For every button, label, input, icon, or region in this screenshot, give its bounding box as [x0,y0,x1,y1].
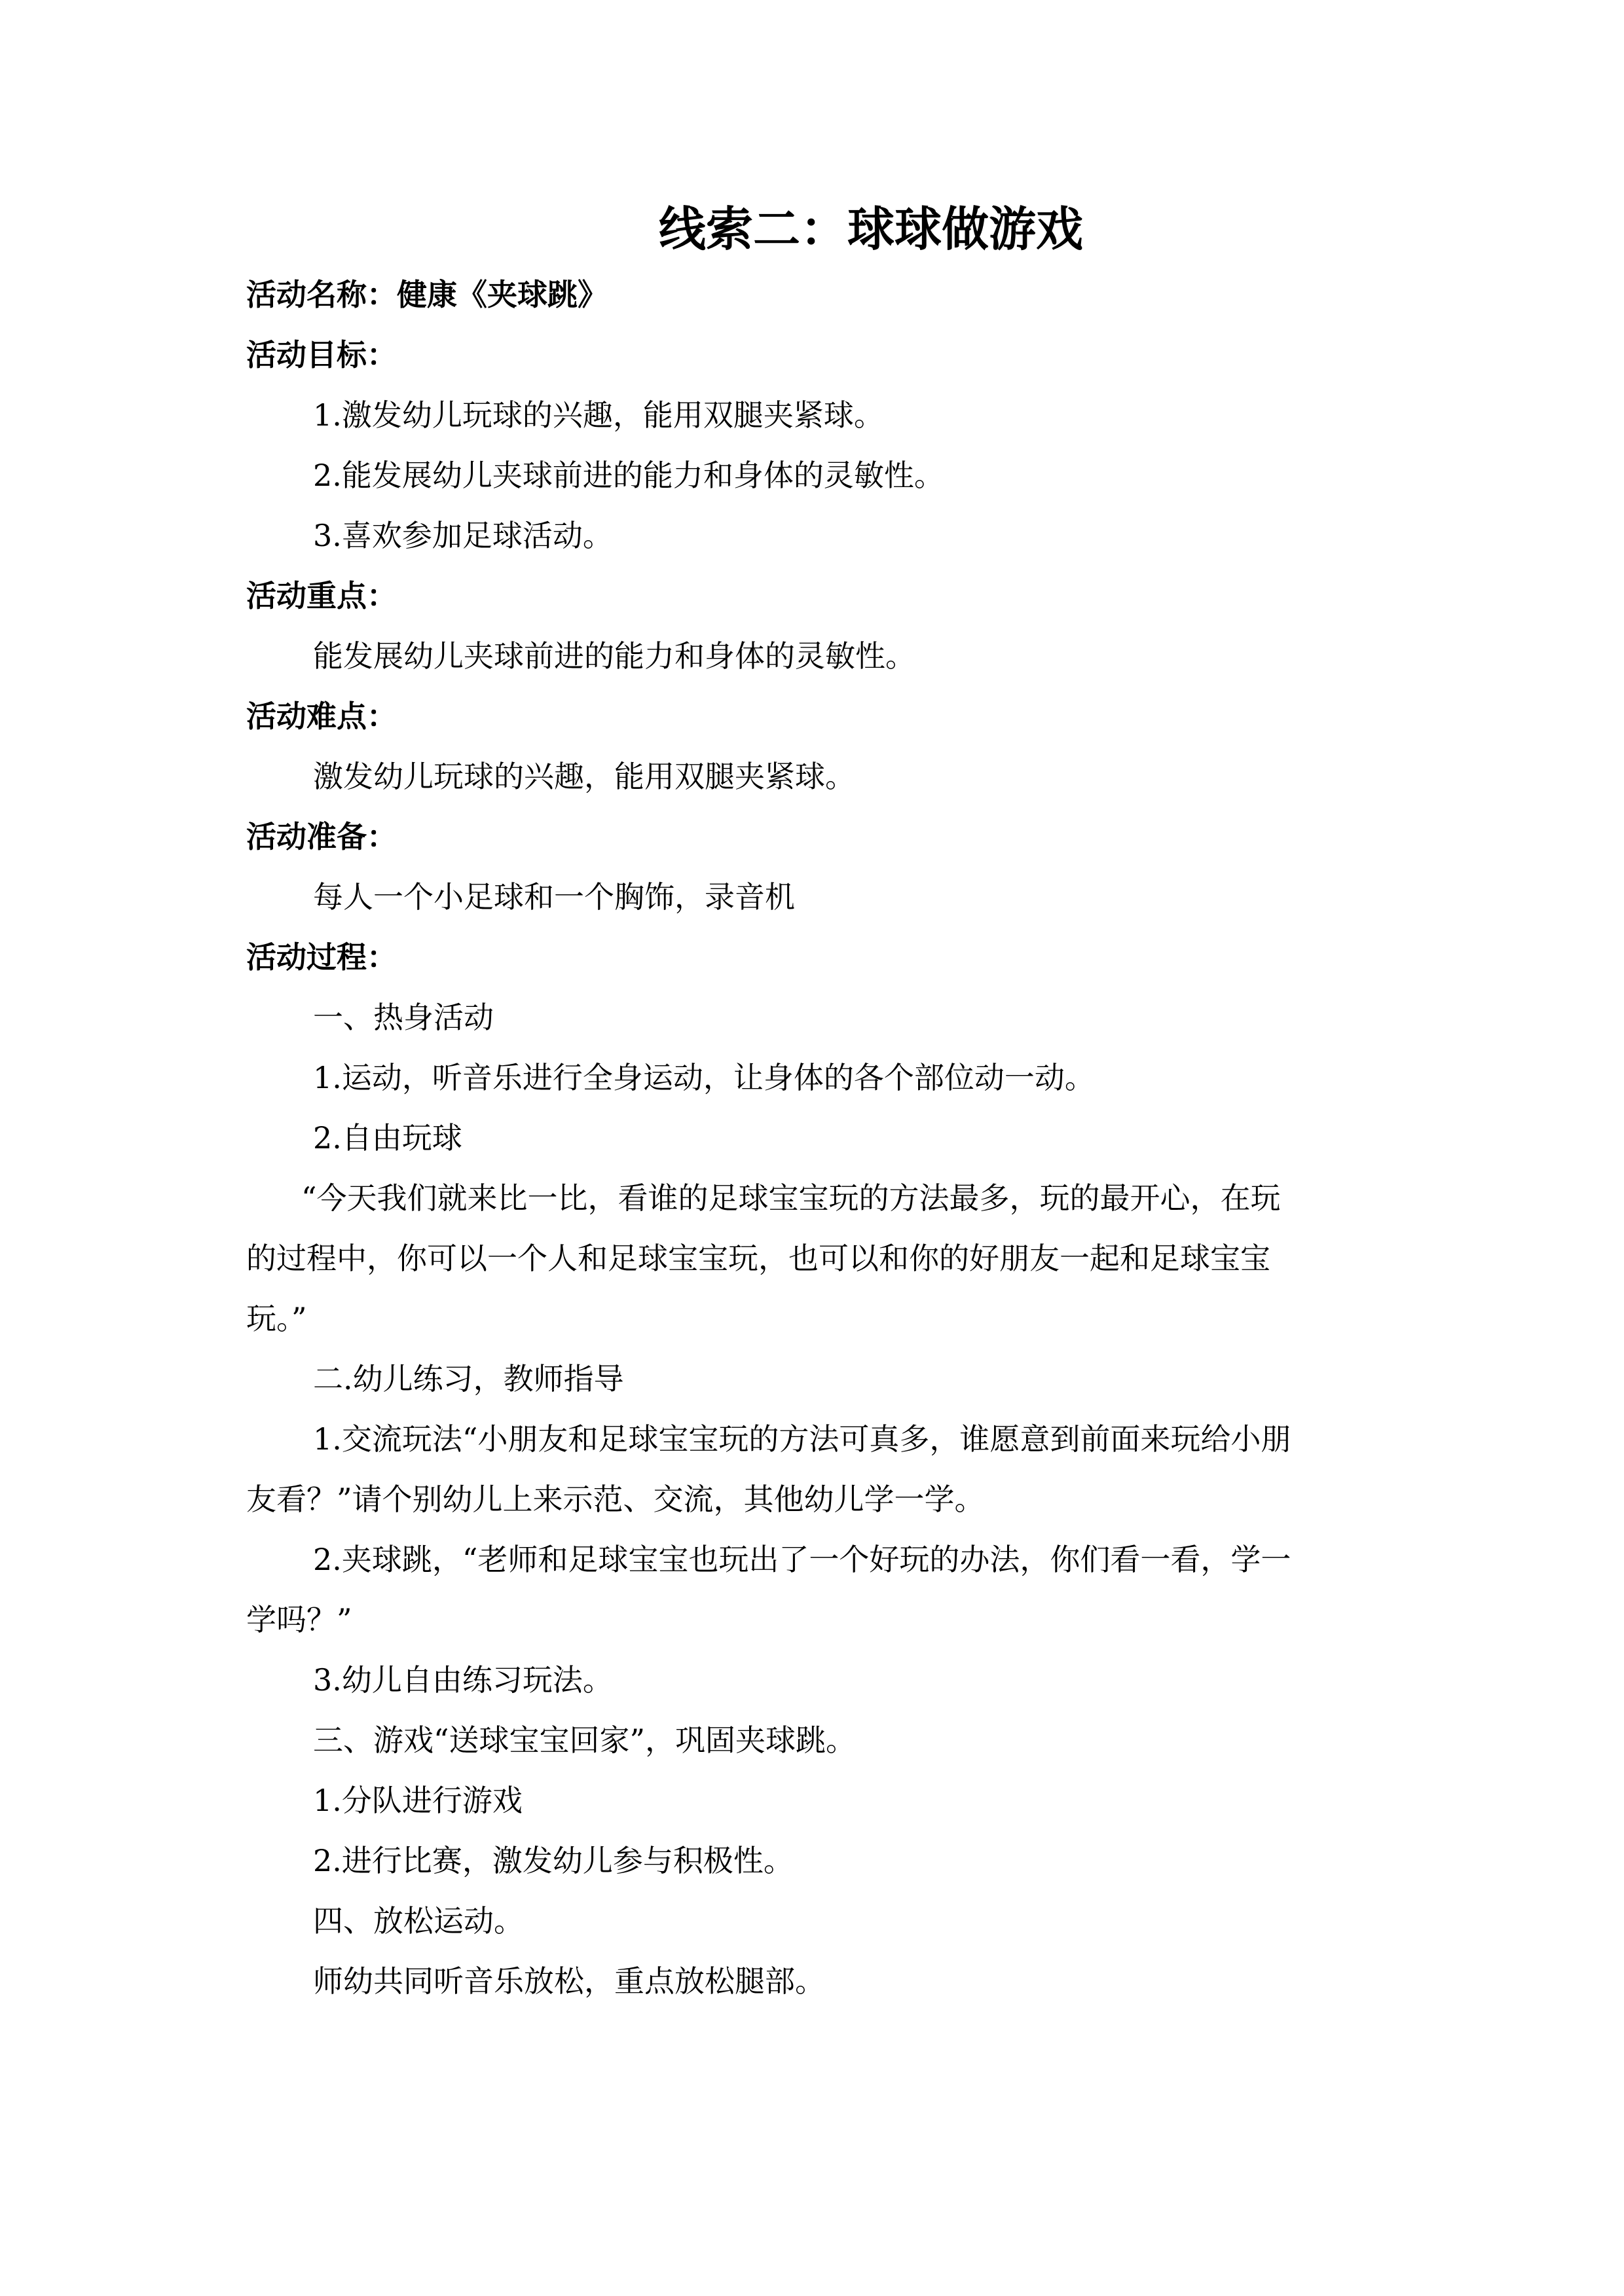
process-line-15: 2.进行比赛，激发幼儿参与积极性。 [313,1843,794,1878]
process-line-10: 2.夹球跳，“老师和足球宝宝也玩出了一个好玩的办法，你们看一看，学一 [313,1542,1291,1577]
process-line-17: 师幼共同听音乐放松，重点放松腿部。 [313,1963,825,1999]
process-line-4: “今天我们就来比一比，看谁的足球宝宝玩的方法最多，玩的最开心，在玩 [301,1180,1281,1216]
process-line-7: 二.幼儿练习，教师指导 [313,1361,624,1396]
process-line-3: 2.自由玩球 [313,1120,462,1156]
goals-heading: 活动目标： [246,337,397,373]
page-title: 线索二：球球做游戏 [658,202,1083,257]
process-line-8: 1.交流玩法“小朋友和足球宝宝玩的方法可真多，谁愿意到前面来玩给小朋 [313,1421,1291,1457]
process-line-1: 一、热身活动 [313,1000,494,1035]
activity-name: 活动名称：健康《夹球跳》 [246,277,608,312]
preparation-text: 每人一个小足球和一个胸饰，录音机 [313,879,795,915]
process-line-9: 友看？”请个别幼儿上来示范、交流，其他幼儿学一学。 [246,1482,985,1517]
goal-item-2: 2.能发展幼儿夹球前进的能力和身体的灵敏性。 [313,458,944,493]
preparation-heading: 活动准备： [246,819,397,854]
key-point-heading: 活动重点： [246,578,397,613]
process-line-11: 学吗？” [246,1602,352,1637]
process-line-5: 的过程中，你可以一个人和足球宝宝玩，也可以和你的好朋友一起和足球宝宝 [246,1241,1270,1276]
process-line-16: 四、放松运动。 [313,1903,524,1939]
process-line-13: 三、游戏“送球宝宝回家”，巩固夹球跳。 [313,1722,857,1758]
difficulty-text: 激发幼儿玩球的兴趣，能用双腿夹紧球。 [313,759,855,794]
process-line-14: 1.分队进行游戏 [313,1783,523,1818]
process-line-6: 玩。” [246,1301,307,1336]
key-point-text: 能发展幼儿夹球前进的能力和身体的灵敏性。 [313,638,915,674]
process-line-2: 1.运动，听音乐进行全身运动，让身体的各个部位动一动。 [313,1060,1095,1095]
process-heading: 活动过程： [246,939,397,975]
goal-item-3: 3.喜欢参加足球活动。 [313,518,613,553]
difficulty-heading: 活动难点： [246,699,397,734]
goal-item-1: 1.激发幼儿玩球的兴趣，能用双腿夹紧球。 [313,397,884,433]
process-line-12: 3.幼儿自由练习玩法。 [313,1662,613,1698]
